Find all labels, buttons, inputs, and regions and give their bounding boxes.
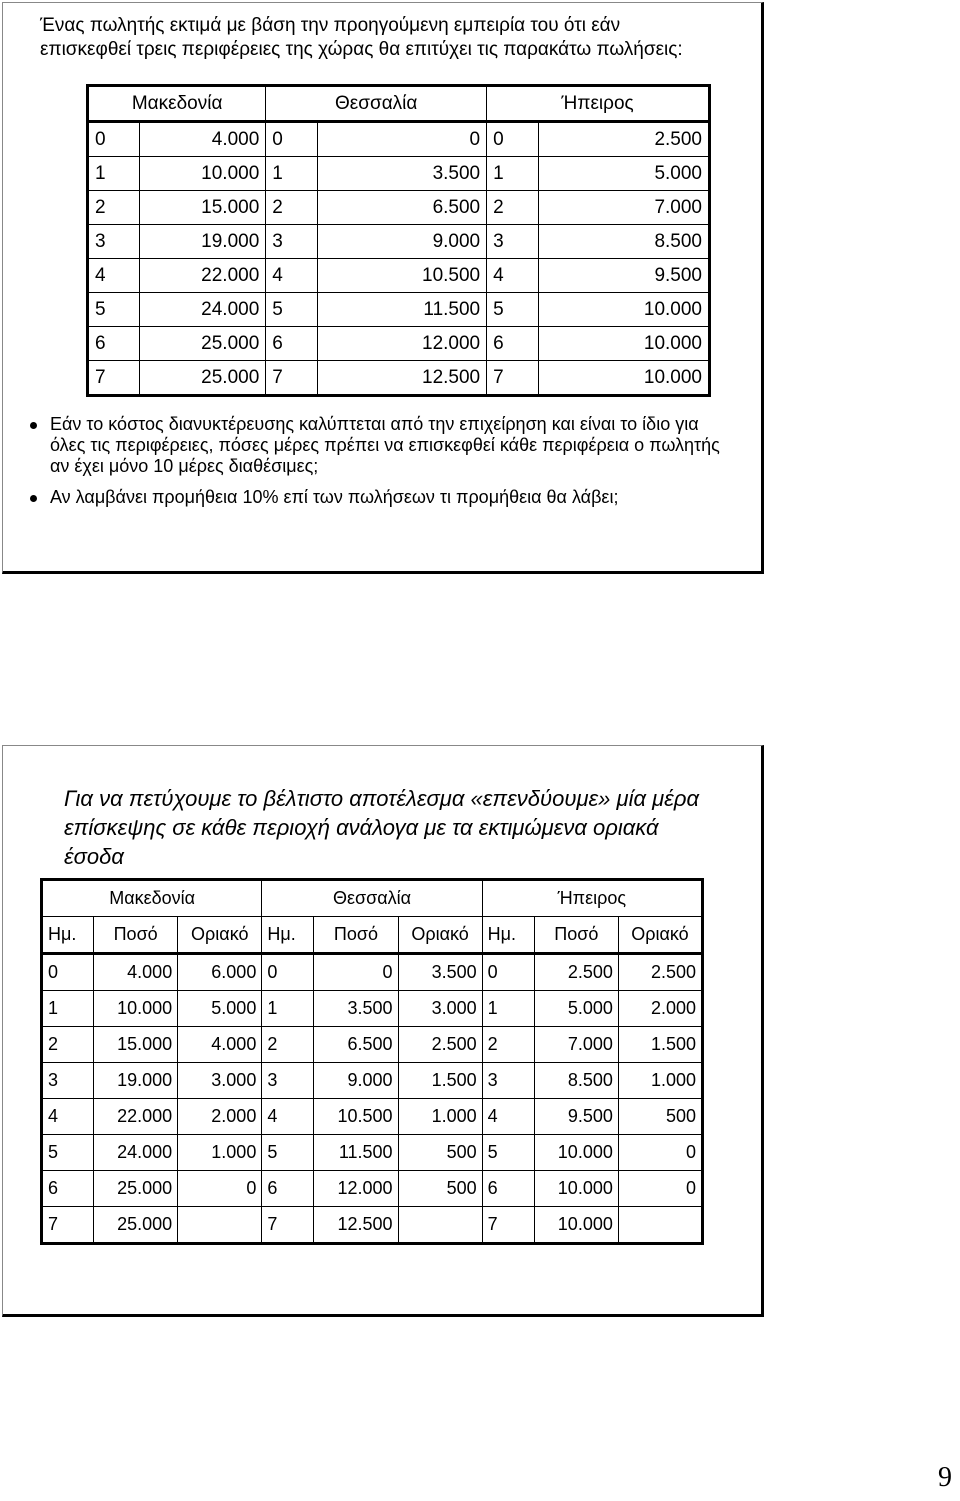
table-cell: 10.000 (534, 1207, 618, 1244)
region-header-macedonia: Μακεδονία (88, 86, 266, 122)
table-cell: 25.000 (94, 1171, 178, 1207)
question-item (30, 487, 730, 508)
table-cell: 15.000 (139, 191, 266, 225)
table-cell: 7 (42, 1207, 94, 1244)
table-cell: 0 (487, 122, 539, 157)
table-row (88, 225, 710, 259)
table-cell: 9.500 (538, 259, 709, 293)
bullet-icon (30, 422, 37, 429)
slide-2-heading: Για να πετύχουμε το βέλτιστο αποτέλεσμα «επενδύουμε» μία μέρα επίσκεψης σε κάθε περιοχή ανάλογα με τα εκτιμώμενα οριακά έσοδα (64, 786, 699, 869)
table-cell: 3 (88, 225, 140, 259)
table-cell: 8.500 (534, 1063, 618, 1099)
table-cell: 1 (42, 991, 94, 1027)
intro-line-1: Ένας πωλητής εκτιμά με βάση την προηγούμενη εμπειρία του ότι εάν (40, 15, 621, 36)
table-cell: 0 (88, 122, 140, 157)
table-cell: 25.000 (94, 1207, 178, 1244)
table-row (42, 1027, 703, 1063)
table-row (88, 259, 710, 293)
table-row (88, 293, 710, 327)
table-cell (618, 1207, 702, 1244)
table-cell: 5 (42, 1135, 94, 1171)
table-cell (178, 1207, 262, 1244)
table-cell: 4.000 (178, 1027, 262, 1063)
table-cell: 10.000 (538, 293, 709, 327)
table-cell: 2.500 (534, 954, 618, 991)
table-row (88, 157, 710, 191)
table-row (42, 1171, 703, 1207)
table-cell: 2 (42, 1027, 94, 1063)
table-cell: 1 (88, 157, 140, 191)
table-cell: 7.000 (538, 191, 709, 225)
table-cell: 5 (266, 293, 318, 327)
table-cell: 10.000 (139, 157, 266, 191)
table-row (88, 122, 710, 157)
table-cell: 10.000 (534, 1135, 618, 1171)
table-cell: 7 (266, 361, 318, 396)
table-cell: 5.000 (534, 991, 618, 1027)
table-cell: 22.000 (94, 1099, 178, 1135)
column-header: Ημ. (42, 917, 94, 954)
table-cell: 0 (266, 122, 318, 157)
table-cell: 2.500 (618, 954, 702, 991)
table-row (42, 1099, 703, 1135)
table-cell: 7 (88, 361, 140, 396)
table-cell: 5 (487, 293, 539, 327)
table-cell: 6.500 (314, 1027, 398, 1063)
table-cell: 11.500 (318, 293, 487, 327)
table-cell: 6 (88, 327, 140, 361)
table-cell: 9.500 (534, 1099, 618, 1135)
table-cell: 500 (618, 1099, 702, 1135)
table-cell: 6 (266, 327, 318, 361)
question-text: Αν λαμβάνει προμήθεια 10% επί των πωλήσεων τι προμήθεια θα λάβει; (50, 487, 619, 507)
column-header: Ποσό (534, 917, 618, 954)
table-cell: 1.000 (178, 1135, 262, 1171)
intro-line-2: επισκεφθεί τρεις περιφέρειες της χώρας θα επιτύχει τις παρακάτω πωλήσεις: (40, 39, 683, 60)
table-cell: 10.500 (314, 1099, 398, 1135)
table-cell: 4 (42, 1099, 94, 1135)
table-cell: 2.000 (618, 991, 702, 1027)
table-cell: 11.500 (314, 1135, 398, 1171)
table-cell (398, 1207, 482, 1244)
table-cell: 4 (266, 259, 318, 293)
region-header-macedonia: Μακεδονία (42, 880, 262, 917)
table-cell: 2 (88, 191, 140, 225)
table-cell: 22.000 (139, 259, 266, 293)
column-header: Ημ. (482, 917, 534, 954)
table-cell: 5 (482, 1135, 534, 1171)
table-cell: 1 (262, 991, 314, 1027)
table-row (42, 954, 703, 991)
table-cell: 3 (487, 225, 539, 259)
table-cell: 0 (178, 1171, 262, 1207)
table-cell: 7 (482, 1207, 534, 1244)
sales-table (86, 84, 711, 397)
region-header-row (42, 880, 703, 917)
table-cell: 0 (318, 122, 487, 157)
table-cell: 6.000 (178, 954, 262, 991)
table-cell: 1.500 (618, 1027, 702, 1063)
table-cell: 7 (262, 1207, 314, 1244)
table-row (88, 327, 710, 361)
table-cell: 6.500 (318, 191, 487, 225)
table-cell: 1 (266, 157, 318, 191)
region-header-thessaly: Θεσσαλία (262, 880, 482, 917)
table-cell: 0 (42, 954, 94, 991)
table-cell: 6 (487, 327, 539, 361)
table-cell: 4.000 (139, 122, 266, 157)
column-header: Οριακό (178, 917, 262, 954)
table-cell: 1.000 (618, 1063, 702, 1099)
table-cell: 10.000 (538, 327, 709, 361)
question-list (30, 414, 730, 518)
table-cell: 5 (262, 1135, 314, 1171)
table-cell: 1 (487, 157, 539, 191)
table-row (42, 1063, 703, 1099)
column-header: Ποσό (94, 917, 178, 954)
table-cell: 4 (262, 1099, 314, 1135)
table-row (42, 991, 703, 1027)
table-cell: 1.500 (398, 1063, 482, 1099)
table-cell: 4 (88, 259, 140, 293)
table-cell: 4 (487, 259, 539, 293)
table-cell: 19.000 (139, 225, 266, 259)
table-cell: 0 (618, 1135, 702, 1171)
column-header-row (42, 917, 703, 954)
table-cell: 5.000 (538, 157, 709, 191)
table-cell: 500 (398, 1135, 482, 1171)
column-header: Οριακό (398, 917, 482, 954)
table-cell: 8.500 (538, 225, 709, 259)
table-cell: 4.000 (94, 954, 178, 991)
table-cell: 3.500 (314, 991, 398, 1027)
table-cell: 0 (482, 954, 534, 991)
table-cell: 500 (398, 1171, 482, 1207)
table-cell: 7.000 (534, 1027, 618, 1063)
table-cell: 12.000 (314, 1171, 398, 1207)
table-cell: 3.500 (398, 954, 482, 991)
table-cell: 24.000 (139, 293, 266, 327)
intro-text (40, 14, 740, 62)
table-cell: 12.500 (314, 1207, 398, 1244)
column-header: Ημ. (262, 917, 314, 954)
table-cell: 10.500 (318, 259, 487, 293)
table-cell: 19.000 (94, 1063, 178, 1099)
table-cell: 1.000 (398, 1099, 482, 1135)
table-row (88, 361, 710, 396)
column-header: Ποσό (314, 917, 398, 954)
table-cell: 10.000 (538, 361, 709, 396)
table-cell: 6 (482, 1171, 534, 1207)
table-cell: 3 (42, 1063, 94, 1099)
table-cell: 9.000 (318, 225, 487, 259)
marginal-revenue-table (40, 878, 704, 1245)
table-row (42, 1207, 703, 1244)
region-header-thessaly: Θεσσαλία (266, 86, 487, 122)
table-cell: 25.000 (139, 327, 266, 361)
table-cell: 9.000 (314, 1063, 398, 1099)
table-cell: 12.000 (318, 327, 487, 361)
table-cell: 25.000 (139, 361, 266, 396)
table-cell: 24.000 (94, 1135, 178, 1171)
table-cell: 3 (482, 1063, 534, 1099)
table-cell: 3.000 (178, 1063, 262, 1099)
page-number: 9 (938, 1462, 952, 1493)
table-header-row (88, 86, 710, 122)
table-cell: 0 (262, 954, 314, 991)
table-cell: 5 (88, 293, 140, 327)
table-cell: 1 (482, 991, 534, 1027)
table-cell: 2 (487, 191, 539, 225)
table-row (42, 1135, 703, 1171)
table-cell: 0 (314, 954, 398, 991)
table-cell: 5.000 (178, 991, 262, 1027)
table-cell: 10.000 (534, 1171, 618, 1207)
table-cell: 2.000 (178, 1099, 262, 1135)
region-header-epirus: Ήπειρος (482, 880, 702, 917)
bullet-icon (30, 495, 37, 502)
table-cell: 3 (262, 1063, 314, 1099)
table-cell: 2 (482, 1027, 534, 1063)
question-item (30, 414, 730, 477)
table-cell: 6 (262, 1171, 314, 1207)
table-row (88, 191, 710, 225)
table-cell: 6 (42, 1171, 94, 1207)
table-cell: 2.500 (398, 1027, 482, 1063)
table-cell: 3.500 (318, 157, 487, 191)
table-cell: 0 (618, 1171, 702, 1207)
column-header: Οριακό (618, 917, 702, 954)
region-header-epirus: Ήπειρος (487, 86, 710, 122)
table-cell: 3.000 (398, 991, 482, 1027)
table-cell: 2 (262, 1027, 314, 1063)
question-text: Εάν το κόστος διανυκτέρευσης καλύπτεται από την επιχείρηση και είναι το ίδιο για όλες τις περιφέρειες, πόσες μέρες πρέπει να επισκεφθεί κάθε περιφέρεια ο πωλητής αν έχει μόνο 10 μέρες διαθέσιμες; (50, 414, 720, 476)
table-cell: 4 (482, 1099, 534, 1135)
table-cell: 3 (266, 225, 318, 259)
table-cell: 2.500 (538, 122, 709, 157)
table-cell: 2 (266, 191, 318, 225)
table-cell: 15.000 (94, 1027, 178, 1063)
table-cell: 12.500 (318, 361, 487, 396)
table-cell: 7 (487, 361, 539, 396)
table-cell: 10.000 (94, 991, 178, 1027)
